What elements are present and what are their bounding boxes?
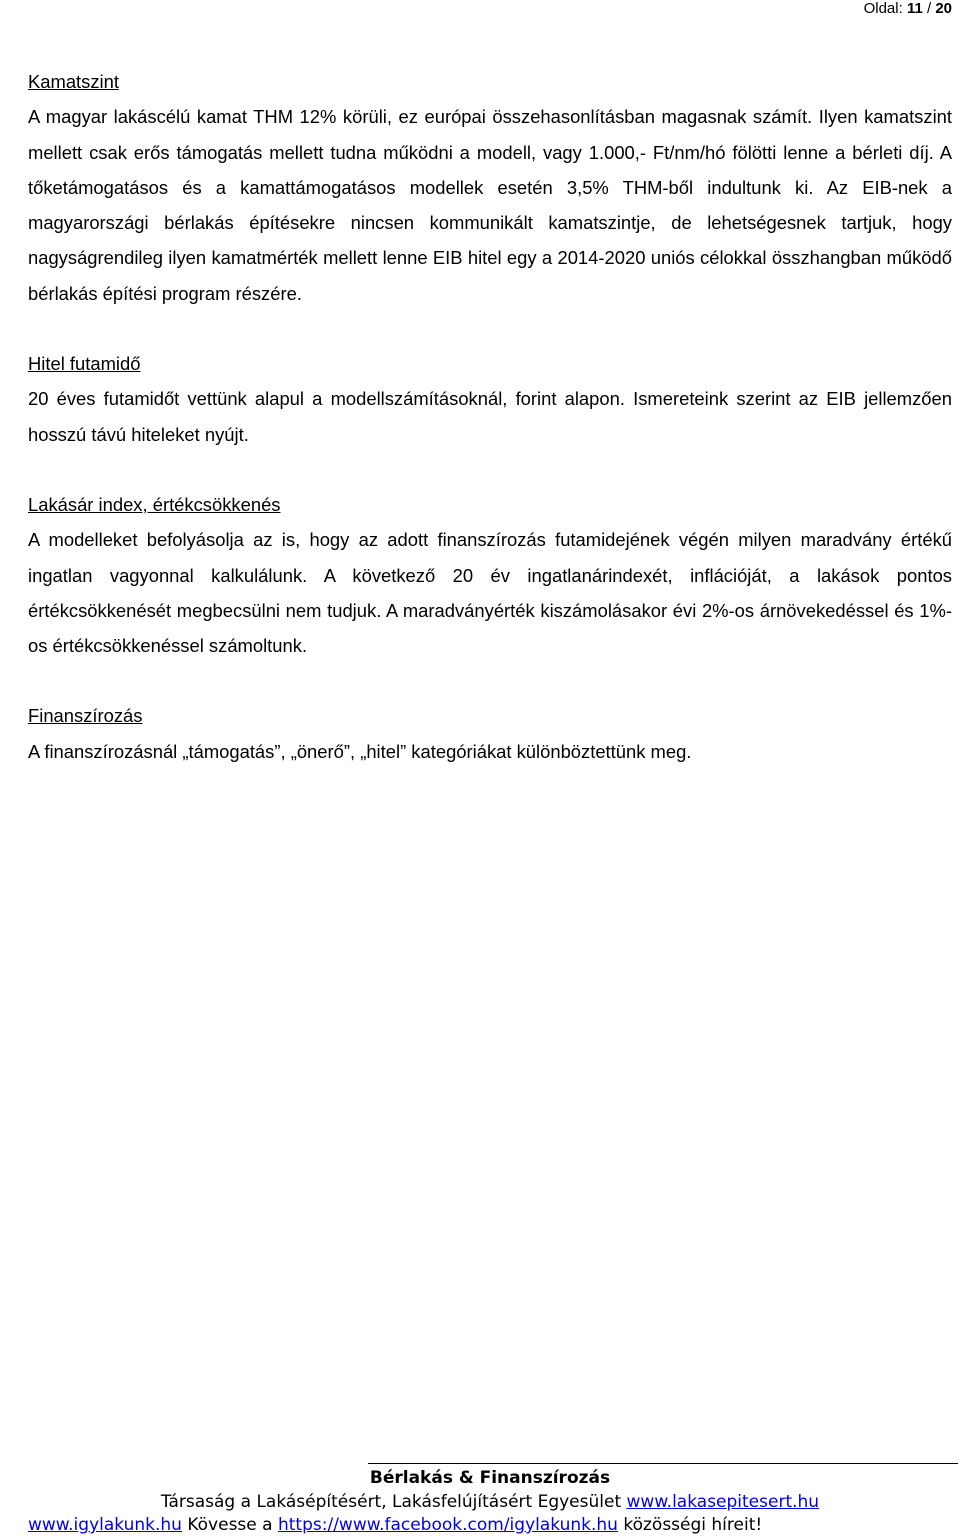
section-heading: Finanszírozás <box>28 705 143 727</box>
footer-org-link[interactable]: www.lakasepitesert.hu <box>626 1492 820 1512</box>
page-number-total: 20 <box>935 0 952 17</box>
footer-divider <box>368 1463 958 1464</box>
page-number <box>864 0 952 18</box>
section-finanszirozas <box>28 698 952 769</box>
footer-follow-text: Kövesse a <box>181 1515 278 1535</box>
page-number-current: 11 <box>906 0 923 17</box>
section-heading: Hitel futamidő <box>28 353 141 375</box>
page-number-label: Oldal: <box>863 0 907 17</box>
document-body <box>28 64 952 769</box>
footer-tail-text: közösségi híreit! <box>617 1515 763 1535</box>
page-number-separator: / <box>922 0 936 17</box>
footer-organization <box>0 1491 960 1513</box>
footer-org-name: Társaság a Lakásépítésért, Lakásfelújításért Egyesület <box>160 1492 627 1512</box>
section-heading: Lakásár index, értékcsökkenés <box>28 493 281 515</box>
section-paragraph: A modelleket befolyásolja az is, hogy az adott finanszírozás futamidejének végén milyen maradvány értékű ingatlan vagyonnal kalkulálunk. A következő 20 év ingatlanárindexét, inflációját, a lakások pontos értékcsökkenését megbecsülni nem tudjuk. A maradványérték kiszámolásakor évi 2%-os árnövekedéssel és 1%-os értékcsökkenéssel számoltunk. <box>28 529 952 657</box>
section-heading: Kamatszint <box>28 71 119 92</box>
section-paragraph: 20 éves futamidőt vettünk alapul a modellszámításoknál, forint alapon. Ismereteink szerint az EIB jellemzően hosszú távú hiteleket nyújt. <box>28 388 952 445</box>
footer-title: Bérlakás & Finanszírozás <box>369 1468 611 1488</box>
section-kamatszint <box>28 64 952 311</box>
section-paragraph: A magyar lakáscélú kamat THM 12% körüli, ez európai összehasonlításban magasnak számít. Ilyen kamatszint mellett csak erős támogatás mellett tudna működni a modell, vagy 1.000,- Ft/nm/hó fölötti lenne a bérleti díj. A tőketámogatásos és a kamattámogatásos modellek esetén 3,5% THM-ből indultunk ki. Az EIB-nek a magyarországi bérlakás építésekre nincsen kommunikált kamatszintje, de lehetségesnek tartjuk, hogy nagyságrendileg ilyen kamatmérték mellett lenne EIB hitel egy a 2014-2020 uniós célokkal összhangban működő bérlakás építési program részére. <box>28 106 952 304</box>
footer-links <box>28 1514 960 1536</box>
section-hitel-futamido <box>28 346 952 452</box>
footer-facebook-link[interactable]: https://www.facebook.com/igylakunk.hu <box>277 1515 618 1535</box>
section-paragraph: A finanszírozásnál „támogatás”, „önerő”, „hitel” kategóriákat különböztettünk meg. <box>28 740 692 762</box>
section-lakasar-index <box>28 487 952 663</box>
footer-site-link[interactable]: www.igylakunk.hu <box>28 1515 182 1535</box>
